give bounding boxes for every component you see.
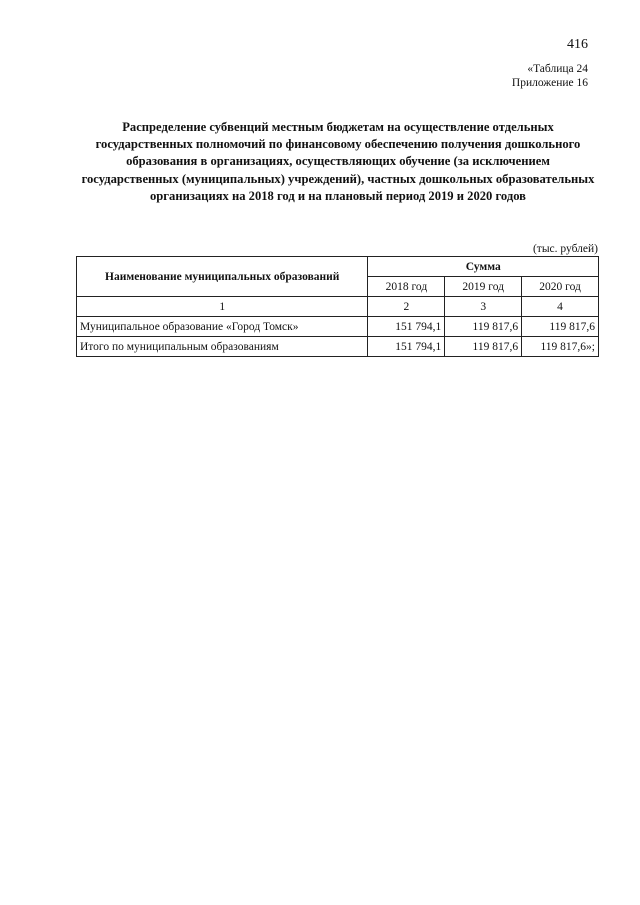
header-row (77, 257, 599, 277)
total-2018: 151 794,1 (368, 337, 445, 357)
appendix-label: Приложение 16 (511, 77, 588, 89)
column-number-row (77, 297, 599, 317)
column-number: 2 (368, 297, 445, 317)
header-year-2018: 2018 год (368, 277, 445, 297)
total-label: Итого по муниципальным образованиям (77, 337, 368, 357)
total-2019: 119 817,6 (445, 337, 522, 357)
document-title: Распределение субвенций местным бюджетам на осуществление отдельных государственных полномочий по финансовому обеспечению получения дошкольного образования в организациях, осуществляющих обучение (за исключением государственных (муниципальных) учреждений), частных дошкольных образовательных организациях на 2018 год и на плановый период 2019 и 2020 годов (81, 120, 595, 203)
total-2020: 119 817,6 (540, 340, 587, 353)
value-2019: 119 817,6 (445, 317, 522, 337)
table-label: «Таблица 24 (527, 63, 588, 75)
header-year-2020: 2020 год (522, 277, 599, 297)
value-2020: 119 817,6 (522, 317, 599, 337)
value-2018: 151 794,1 (368, 317, 445, 337)
table-caption (512, 62, 588, 90)
total-row (77, 337, 599, 357)
subvention-table (76, 256, 599, 357)
municipality-name: Муниципальное образование «Город Томск» (77, 317, 368, 337)
column-number: 3 (445, 297, 522, 317)
column-number: 4 (522, 297, 599, 317)
closing-quote: »; (586, 340, 595, 353)
page-number: 416 (567, 37, 588, 52)
header-name: Наименование муниципальных образований (77, 257, 368, 297)
header-sum: Сумма (368, 257, 599, 277)
table-row (77, 317, 599, 337)
header-year-2019: 2019 год (445, 277, 522, 297)
units-label: (тыс. рублей) (532, 243, 598, 255)
column-number: 1 (77, 297, 368, 317)
total-2020-cell (522, 337, 599, 357)
